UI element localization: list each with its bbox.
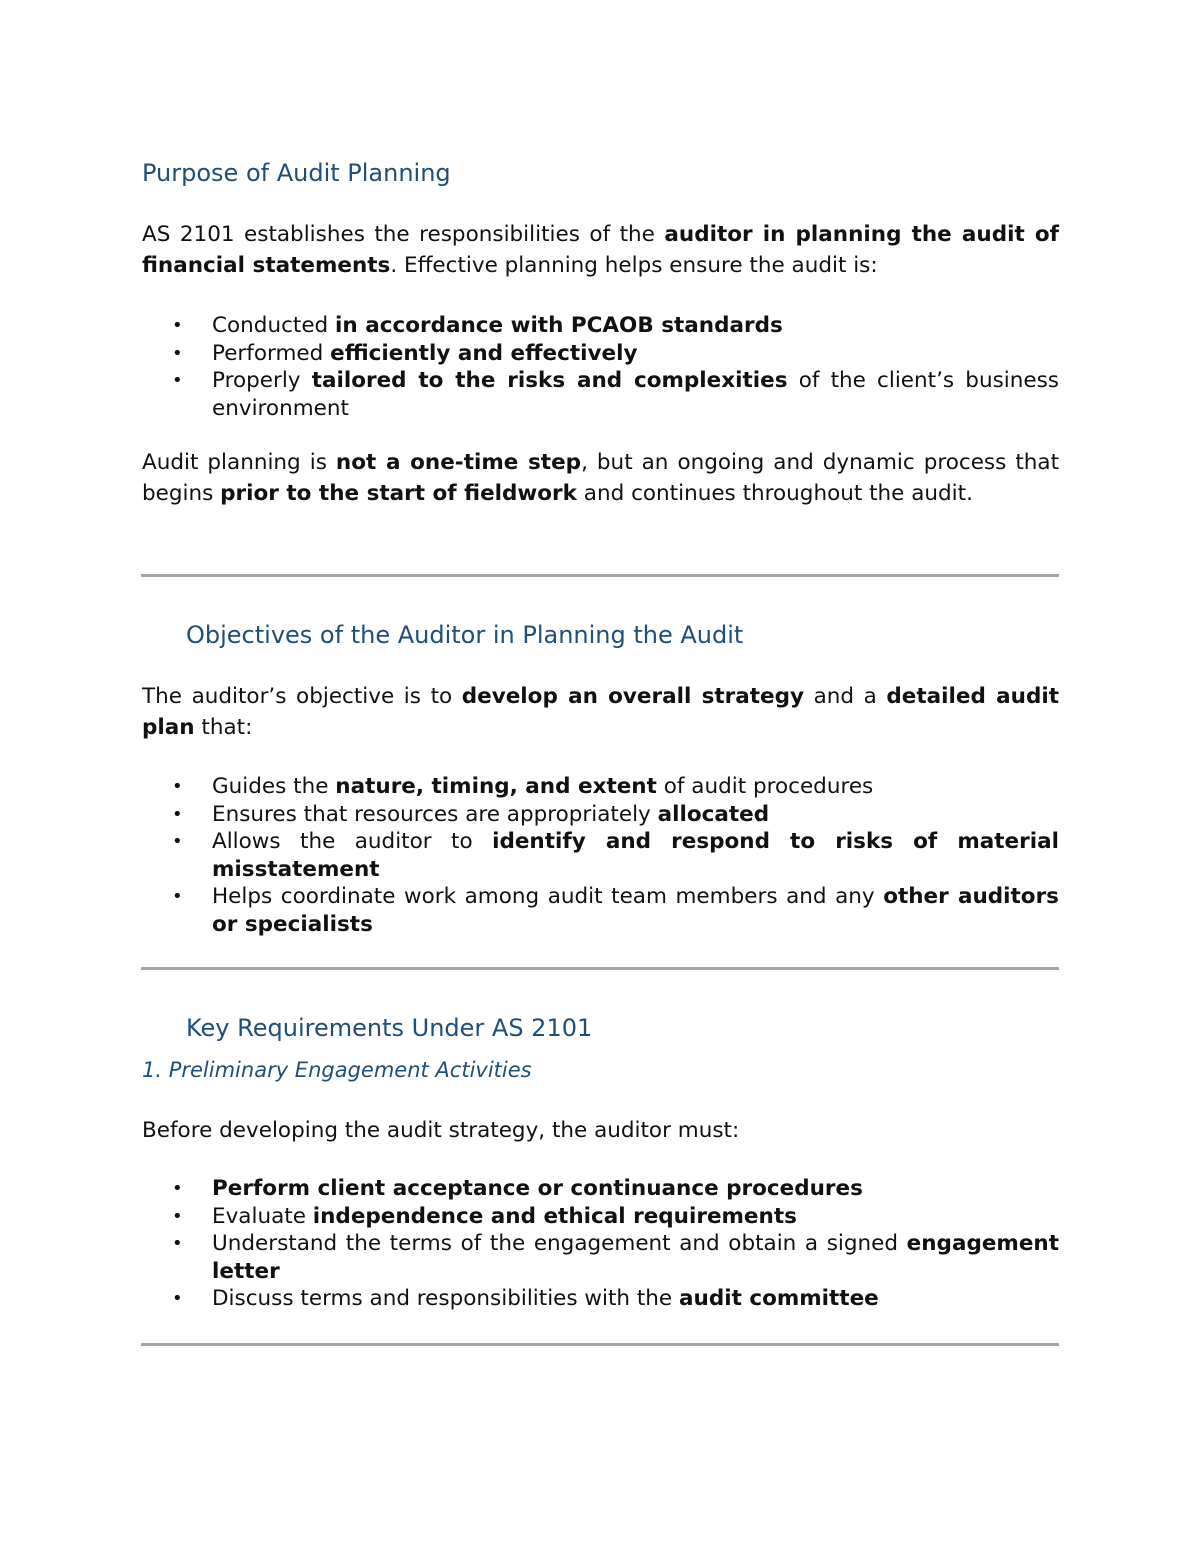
- list-item: • Performed efficiently and effectively: [172, 340, 638, 366]
- bullet-icon: •: [172, 1178, 183, 1199]
- bullet-icon: •: [172, 886, 183, 907]
- bullet-icon: •: [172, 831, 183, 852]
- objectives-bullet-list: [142, 773, 1059, 938]
- bold-phrase: develop an overall strategy: [461, 684, 805, 709]
- bullet-icon: •: [172, 803, 183, 825]
- section-divider: [141, 574, 1059, 577]
- list-item: • Ensures that resources are appropriately allocated: [172, 801, 770, 827]
- bullet-icon: •: [172, 1233, 183, 1254]
- section-heading-purpose: Purpose of Audit Planning: [142, 159, 451, 187]
- section-heading-objectives: Objectives of the Auditor in Planning the Audit: [186, 621, 744, 649]
- bold-phrase: identify and respond to risks of material misstatement: [212, 829, 1059, 882]
- subheading-preliminary-engagement: 1. Preliminary Engagement Activities: [142, 1058, 532, 1082]
- bold-phrase: allocated: [657, 801, 770, 827]
- bold-phrase: nature, timing, and extent: [335, 774, 657, 799]
- list-item: • Evaluate independence and ethical requirements: [172, 1203, 797, 1229]
- bold-phrase: Perform client acceptance or continuance procedures: [212, 1176, 863, 1201]
- purpose-closing-paragraph: Audit planning is not a one-time step, but an ongoing and dynamic process that begins prior to the start of fieldwork and continues throughout the audit.: [142, 450, 1059, 506]
- list-item: • Properly tailored to the risks and complexities of the client’s business environment: [172, 368, 1060, 421]
- bullet-icon: •: [172, 370, 183, 391]
- list-item: • Understand the terms of the engagement and obtain a signed engagement letter: [172, 1231, 1059, 1284]
- bold-phrase: independence and ethical requirements: [312, 1203, 797, 1229]
- list-item: • Allows the auditor to identify and respond to risks of material misstatement: [172, 829, 1059, 882]
- section-divider: [141, 967, 1059, 970]
- bold-phrase: detailed audit plan: [142, 684, 1059, 740]
- bold-phrase: in accordance with PCAOB standards: [335, 313, 783, 338]
- purpose-bullet-list: [142, 312, 1059, 422]
- bullet-icon: •: [172, 315, 183, 336]
- list-item: • Helps coordinate work among audit team members and any other auditors or specialists: [172, 884, 1059, 937]
- bullet-icon: •: [172, 1288, 183, 1309]
- list-item: • Guides the nature, timing, and extent of audit procedures: [172, 774, 874, 799]
- bold-phrase: audit committee: [679, 1286, 879, 1311]
- bold-phrase: prior to the start of fieldwork: [220, 481, 577, 506]
- bold-phrase: not a one-time step: [335, 450, 582, 475]
- bold-phrase: other auditors or specialists: [212, 884, 1059, 937]
- bullet-icon: •: [172, 1205, 183, 1227]
- bold-phrase: tailored to the risks and complexities: [311, 368, 788, 393]
- bold-phrase: auditor in planning the audit of financial statements: [142, 222, 1059, 278]
- objectives-intro-paragraph: The auditor’s objective is to develop an overall strategy and a detailed audit plan that:: [142, 684, 1059, 740]
- list-item: • Conducted in accordance with PCAOB standards: [172, 313, 783, 338]
- bullet-icon: •: [172, 342, 183, 364]
- requirements-intro-paragraph: Before developing the audit strategy, the auditor must:: [142, 1118, 740, 1143]
- requirements-bullet-list: [142, 1175, 1059, 1313]
- list-item: • Discuss terms and responsibilities with the audit committee: [172, 1286, 879, 1311]
- section-heading-key-requirements: Key Requirements Under AS 2101: [186, 1014, 593, 1042]
- bold-phrase: efficiently and effectively: [330, 340, 638, 366]
- purpose-intro-paragraph: AS 2101 establishes the responsibilities of the auditor in planning the audit of financial statements. Effective planning helps ensure the audit is:: [142, 222, 1059, 278]
- bullet-icon: •: [172, 776, 183, 797]
- section-divider: [141, 1343, 1059, 1346]
- bold-phrase: engagement letter: [212, 1231, 1059, 1284]
- list-item: [142, 1175, 1059, 1203]
